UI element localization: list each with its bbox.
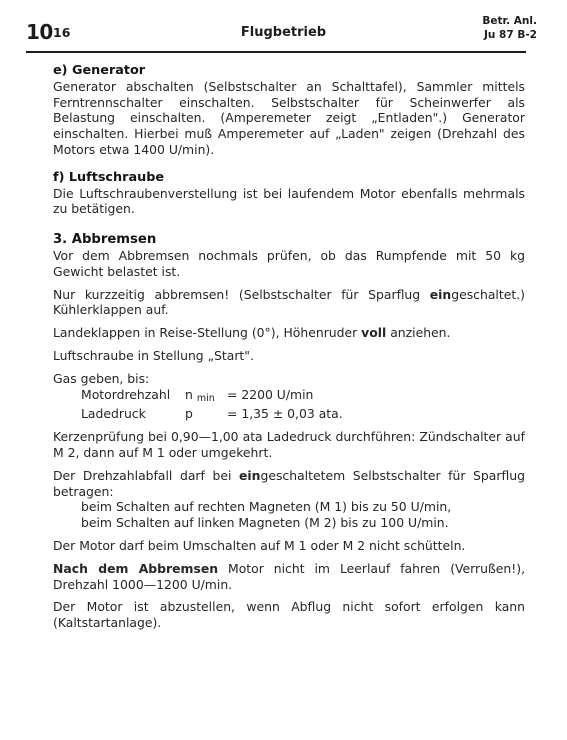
- row-label: Ladedruck: [81, 406, 146, 422]
- p2-text-start: Nur kurzzeitig abbremsen! (Selbstschalter für Sparflug: [53, 286, 430, 302]
- section-heading-generator: e) Generator: [53, 63, 146, 78]
- page-subnumber: 16: [53, 25, 71, 40]
- row-symbol: n min: [185, 386, 215, 404]
- p3-emphasis: voll: [361, 325, 387, 341]
- section-heading-abbremsen: 3. Abbremsen: [53, 232, 157, 248]
- page-number: 10: [26, 20, 53, 44]
- p3-text-start: Landeklappen in Reise-Stellung (0°), Höhenruder: [53, 325, 362, 341]
- table-row: [81, 406, 525, 422]
- p7-emphasis: ein: [238, 467, 261, 483]
- row-value: = 2200 U/min: [227, 386, 314, 402]
- p9-text: Motor nicht im Leerlauf fahren (Verrußen!), Drehzahl 1000—1200 U/min.: [53, 560, 526, 592]
- p3-text-end: anziehen.: [386, 325, 451, 341]
- row-value: = 1,35 ± 0,03 ata.: [227, 406, 343, 422]
- run-up-values-table: [81, 387, 525, 423]
- abbremsen-paragraph-1: Vor dem Abbremsen nochmals prüfen, ob das Rumpfende mit 50 kg Gewicht belastet ist.: [53, 247, 525, 279]
- abbremsen-paragraph-9: [53, 561, 525, 593]
- p7-text-end: geschaltetem Selbstschalter für Sparflug betragen:: [53, 467, 525, 499]
- abbremsen-paragraph-3: [53, 325, 525, 341]
- magneto-drop-right: beim Schalten auf rechten Magneten (M 1) bis zu 50 U/min,: [81, 499, 452, 515]
- abbremsen-paragraph-2: [53, 287, 525, 319]
- abbremsen-paragraph-10: Der Motor ist abzustellen, wenn Abflug nicht sofort erfolgen kann (Kaltstartanlage).: [53, 599, 525, 631]
- abbremsen-paragraph-4: Luftschraube in Stellung „Start".: [53, 347, 254, 363]
- abbremsen-paragraph-7: [53, 468, 525, 500]
- row-symbol: p: [185, 406, 193, 422]
- page-header: [0, 0, 567, 48]
- page-body: [53, 63, 525, 631]
- p7-text-start: Der Drehzahlabfall darf bei: [53, 467, 239, 483]
- abbremsen-paragraph-8: Der Motor darf beim Umschalten auf M 1 oder M 2 nicht schütteln.: [53, 537, 466, 553]
- reference-line-2: Ju 87 B-2: [484, 29, 537, 41]
- p9-emphasis: Nach dem Abbremsen: [53, 560, 219, 576]
- document-reference: [482, 14, 537, 42]
- reference-line-1: Betr. Anl.: [482, 15, 537, 27]
- luftschraube-paragraph: Die Luftschraubenverstellung ist bei laufendem Motor ebenfalls mehrmals zu betätigen.: [53, 185, 525, 217]
- generator-paragraph: Generator abschalten (Selbstschalter an Schalttafel), Sammler mittels Ferntrennschalter einschalten. Selbstschalter für Scheinwerfer als Belastung einschalten. (Amperemeter zeigt „Entladen".) Generator einschalten. Hierbei muß Amperemeter auf „Laden" zeigen (Drehzahl des Motors etwa 1400 U/min).: [53, 78, 525, 157]
- p2-text-end: geschaltet.) Kühlerklappen auf.: [53, 286, 525, 318]
- p2-emphasis: ein: [429, 286, 452, 302]
- page-title: Flugbetrieb: [240, 25, 327, 40]
- header-rule: [26, 51, 526, 53]
- magneto-drop-left: beim Schalten auf linken Magneten (M 2) bis zu 100 U/min.: [81, 515, 449, 531]
- table-row: [81, 387, 525, 407]
- row-label: Motordrehzahl: [81, 386, 171, 402]
- abbremsen-paragraph-6: Kerzenprüfung bei 0,90—1,00 ata Ladedruck durchführen: Zündschalter auf M 2, dann auf M 1 oder umgekehrt.: [53, 429, 525, 460]
- row-symbol-subscript: min: [196, 392, 215, 404]
- abbremsen-paragraph-5: Gas geben, bis:: [53, 370, 150, 386]
- section-heading-luftschraube: f) Luftschraube: [53, 169, 165, 185]
